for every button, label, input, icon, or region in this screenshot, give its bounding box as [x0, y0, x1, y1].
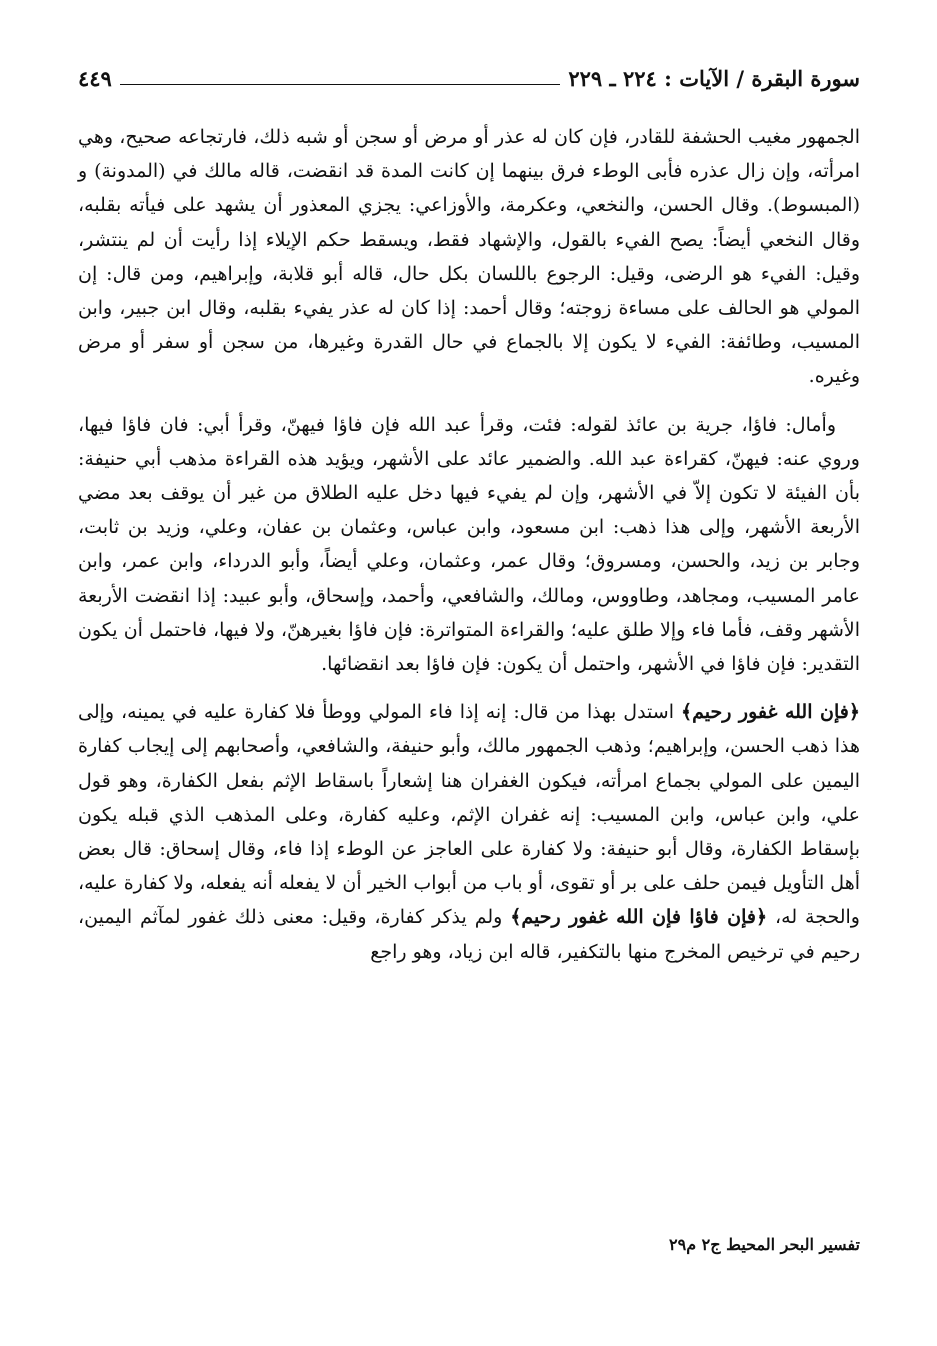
book-page: [78, 60, 860, 1330]
paragraph-3-text: استدل بهذا من قال: إنه إذا فاء المولي ووطأ فلا كفارة عليه في يمينه، وإلى هذا ذهب الحسن، وإبراهيم؛ وذهب الجمهور مالك، وأبو حنيفة، والشافعي، وأصحابهم إلى إيجاب كفارة اليمين على المولي بجماع امرأته، فيكون الغفران هنا إشعاراً باسقاط الإثم بفعل الكفارة، وهو قول علي، وابن عباس، وابن المسيب: إنه غفران الإثم، وعليه كفارة، وعلى المذهب الذي قبله يكون بإسقاط الكفارة، وقال أبو حنيفة: ولا كفارة على العاجز عن الوطء إذا فاء، وقال إسحاق: قال بعض أهل التأويل فيمن حلف على بر أو تقوى، أو باب من أبواب الخير أن لا يفعله أنه يفعله، ولا كفارة عليه، والحجة له،: [78, 701, 860, 929]
running-header: [78, 60, 860, 94]
page-number: ٤٤٩: [78, 66, 112, 91]
quran-verse: ﴿فإن الله غفور رحيم﴾: [680, 701, 860, 724]
page-content: [78, 120, 860, 969]
signature-mark: تفسير البحر المحيط ج٢ م٢٩: [669, 1235, 860, 1254]
quran-verse-2: ﴿فإن فاؤا فإن الله غفور رحيم﴾: [510, 906, 768, 929]
paragraph-2: وأمال: فاؤا، جرية بن عائذ لقوله: فئت، وقرأ عبد الله فإن فاؤا فيهنّ، وقرأ أبي: فان فاؤا فيها، وروي عنه: فيهنّ، كقراءة عبد الله. والضمير عائد على الأشهر، ويؤيد هذه القراءة مذهب أبي حنيفة: بأن الفيئة لا تكون إلاّ في الأشهر، وإن لم يفيء فيها دخل عليه الطلاق من غير أن يوقف بعد مضي الأربعة الأشهر، وإلى هذا ذهب: ابن مسعود، وابن عباس، وعثمان بن عفان، وعلي، وزيد بن ثابت، وجابر بن زيد، والحسن، ومسروق؛ وقال عمر، وعثمان، وعلي أيضاً، وأبو الدرداء، وابن عمر، وابن عامر المسيب، ومجاهد، وطاووس، ومالك، والشافعي، وأحمد، وإسحاق، وأبو عبيد: إذا انقضت الأربعة الأشهر وقف، فأما فاء وإلا طلق عليه؛ والقراءة المتواترة: فإن فاؤا بغيرهنّ، ولا فيها، فاحتمل أن يكون التقدير: فإن فاؤا في الأشهر، واحتمل أن يكون: فإن فاؤا بعد انقضائها.: [78, 413, 860, 676]
header-rule: [120, 84, 561, 85]
paragraph-3: [78, 695, 860, 969]
paragraph-3-tail: ولم يذكر كفارة، وقيل: معنى ذلك غفور لمآثم اليمين، رحيم في ترخيص المخرج منها بالتكفير، قاله ابن زياد، وهو راجع: [78, 906, 860, 963]
header-title: سورة البقرة / الآيات : ٢٢٤ ـ ٢٢٩: [568, 66, 860, 91]
paragraph-1: الجمهور مغيب الحشفة للقادر، فإن كان له عذر أو مرض أو سجن أو شبه ذلك، فارتجاعه صحيح، وهي امرأته، وإن زال عذره فأبى الوطء فرق بينهما إن كانت المدة قد انقضت، قاله مالك في (المدونة) و (المبسوط). وقال الحسن، والنخعي، وعكرمة، والأوزاعي: يجزي المعذور أن يشهد على فيأته بقلبه، وقال النخعي أيضاً: يصح الفيء بالقول، والإشهاد فقط، ويسقط حكم الإيلاء إذا رأيت أن لم ينتشر، وقيل: الفيء هو الرضى، وقيل: الرجوع باللسان بكل حال، قاله أبو قلابة، وإبراهيم، ومن قال: إن المولي هو الحالف على مساءة زوجته؛ وقال أحمد: إذا كان له عذر يفيء بقلبه، وقال ابن جبير، وابن المسيب، وطائفة: الفيء لا يكون إلا بالجماع في حال القدرة وغيرها، من سجن أو سفر أو مرض وغيره.: [78, 126, 860, 388]
